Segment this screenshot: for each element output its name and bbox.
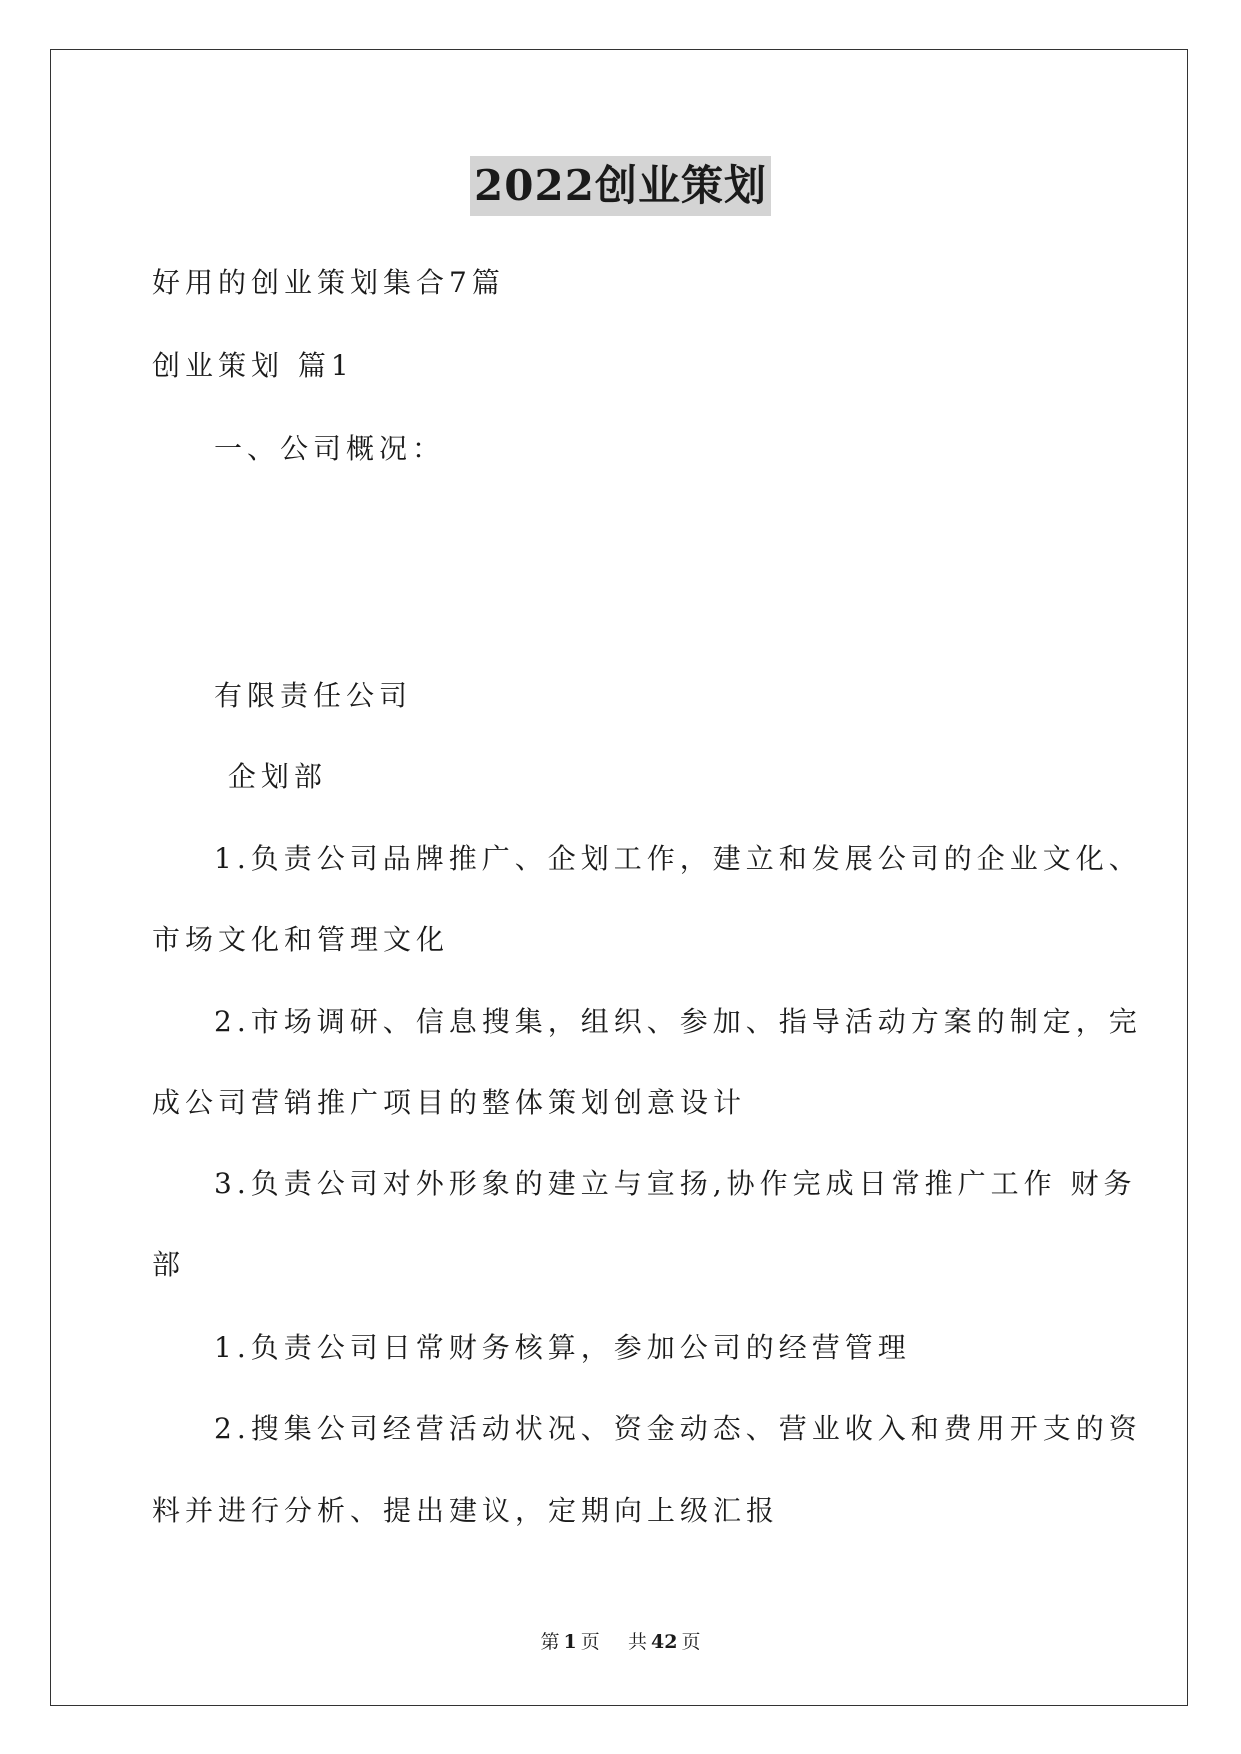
title-container xyxy=(0,156,1241,216)
paragraph-line: 一、公司概况： xyxy=(214,432,446,465)
document-subtitle: 好用的创业策划集合7篇 xyxy=(152,266,505,299)
footer-total-prefix: 共 xyxy=(627,1631,647,1653)
paragraph-line: 3.负责公司对外形象的建立与宣扬,协作完成日常推广工作 财务 xyxy=(214,1167,1137,1200)
paragraph-line: 部 xyxy=(152,1248,186,1281)
footer-page-number: 1 xyxy=(563,1631,577,1653)
paragraph-line: 2.搜集公司经营活动状况、资金动态、营业收入和费用开支的资 xyxy=(214,1412,1142,1445)
footer-total-pages: 42 xyxy=(650,1631,678,1653)
paragraph-line: 料并进行分析、提出建议，定期向上级汇报 xyxy=(152,1494,780,1527)
footer-page-prefix: 第 xyxy=(540,1631,560,1653)
document-title: 2022创业策划 xyxy=(470,156,771,216)
paragraph-line: 有限责任公司 xyxy=(214,679,413,712)
paragraph-line: 1.负责公司品牌推广、企划工作，建立和发展公司的企业文化、 xyxy=(214,842,1142,875)
paragraph-line: 2.市场调研、信息搜集，组织、参加、指导活动方案的制定，完 xyxy=(214,1005,1142,1038)
paragraph-line: 1.负责公司日常财务核算，参加公司的经营管理 xyxy=(214,1331,911,1364)
paragraph-line: 市场文化和管理文化 xyxy=(152,923,450,956)
paragraph-line: 企划部 xyxy=(214,760,327,793)
page-footer xyxy=(0,1629,1241,1655)
paragraph-line: 成公司营销推广项目的整体策划创意设计 xyxy=(152,1086,747,1119)
footer-total-unit: 页 xyxy=(681,1631,701,1653)
footer-page-unit: 页 xyxy=(580,1631,600,1653)
section-heading: 创业策划 篇1 xyxy=(152,349,354,382)
